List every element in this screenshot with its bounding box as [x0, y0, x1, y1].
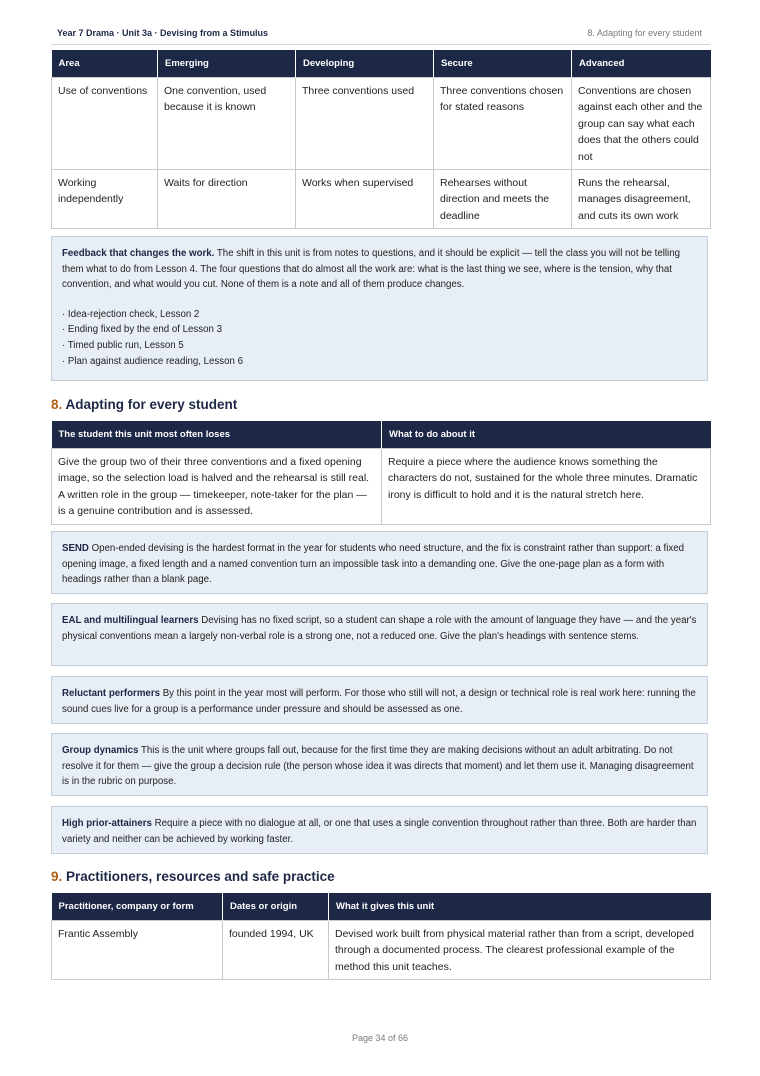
group-dynamics-note — [51, 733, 708, 796]
practitioners-table — [51, 893, 711, 980]
practitioners-header-dates: Dates or origin — [223, 893, 329, 921]
adaptation-header-action: What to do about it — [382, 421, 711, 449]
rubric-header-secure: Secure — [434, 50, 572, 78]
table-cell: Devised work built from physical material rather than from a script, developed through a documented process. The clearest professional example of the method this unit teaches. — [329, 921, 711, 980]
running-head-section: 8. Adapting for every student — [587, 28, 702, 38]
feedback-note — [51, 236, 708, 381]
table-cell: Frantic Assembly — [52, 921, 223, 980]
section-8-heading — [51, 397, 237, 412]
rubric-table — [51, 50, 711, 229]
table-cell: Three conventions used — [296, 78, 434, 170]
note-title: High prior-attainers — [62, 818, 152, 829]
note-body: Require a piece with no dialogue at all, or one that uses a single convention throughout rather than three. Both are harder than variety and neither can be achieved by working faster. — [62, 818, 697, 845]
table-row — [52, 170, 711, 229]
rubric-header-developing: Developing — [296, 50, 434, 78]
feedback-note-body: The shift in this unit is from notes to questions, and it should be explicit — tell the class you will not be telling them what to do from Lesson 4. The four questions that do almost all the work are: what is the last thing we see, where is the tension, why that convention, and what would you cut. None of them is a note and all of them produce changes. — [62, 248, 680, 291]
adaptation-header-student: The student this unit most often loses — [52, 421, 382, 449]
note-title: Group dynamics — [62, 745, 139, 756]
eal-note — [51, 603, 708, 666]
rubric-header-emerging: Emerging — [158, 50, 296, 78]
table-cell: Works when supervised — [296, 170, 434, 229]
table-row — [52, 921, 711, 980]
send-note — [51, 531, 708, 594]
practitioners-header-use: What it gives this unit — [329, 893, 711, 921]
adaptation-table — [51, 421, 711, 525]
table-cell: Three conventions chosen for stated reasons — [434, 78, 572, 170]
note-title: Reluctant performers — [62, 688, 160, 699]
table-cell: Runs the rehearsal, manages disagreement, and cuts its own work — [572, 170, 711, 229]
note-body: By this point in the year most will perform. For those who still will not, a design or technical role is real work here: running the sound cues live for a group is a performance under pressure and should be assessed as one. — [62, 688, 696, 715]
section-number: 9. — [51, 869, 63, 884]
table-cell: Give the group two of their three conventions and a fixed opening image, so the selection load is halved and the rehearsal is still real. A written role in the group — timekeeper, note-taker for the plan — is a genuine contribution and is assessed. — [52, 449, 382, 525]
feedback-checklist — [62, 307, 697, 369]
note-body: This is the unit where groups fall out, because for the first time they are making decisions without an adult arbitrating. Do not resolve it for them — give the group a decision rule (the person whose idea it was directs that moment) and let them use it. Managing disagreement is in the rubric on purpose. — [62, 745, 694, 788]
table-row — [52, 78, 711, 170]
table-cell: founded 1994, UK — [223, 921, 329, 980]
page-number: Page 34 of 66 — [351, 1033, 409, 1043]
list-item: · Timed public run, Lesson 5 — [62, 339, 184, 351]
note-body: Open-ended devising is the hardest format in the year for students who need structure, and the fix is constraint rather than support: a fixed opening image, a fixed length and a named convention turn an impossible task into a demanding one. Give the one-page plan as a form with headings rather than a blank page. — [62, 543, 684, 586]
list-item: · Ending fixed by the end of Lesson 3 — [62, 324, 222, 336]
note-title: EAL and multilingual learners — [62, 615, 199, 626]
running-head-unit: Year 7 Drama · Unit 3a · Devising from a Stimulus — [57, 28, 269, 38]
practitioners-header-name: Practitioner, company or form — [52, 893, 223, 921]
table-cell: Use of conventions — [52, 78, 158, 170]
table-row — [52, 449, 711, 525]
table-cell: Waits for direction — [158, 170, 296, 229]
rubric-header-area: Area — [52, 50, 158, 78]
reluctant-performers-note — [51, 676, 708, 724]
feedback-note-text — [62, 246, 697, 293]
high-prior-attainers-note — [51, 806, 708, 854]
rubric-header-advanced: Advanced — [572, 50, 711, 78]
note-body: Devising has no fixed script, so a student can shape a role with the amount of language they have — and the year's physical conventions mean a largely non-verbal role is a strong one, not a reduced one. Give the plan's headings with sentence stems. — [62, 615, 697, 642]
list-item: · Idea-rejection check, Lesson 2 — [62, 308, 200, 320]
list-item: · Plan against audience reading, Lesson 6 — [62, 355, 243, 367]
section-number: 8. — [51, 397, 63, 412]
section-title: Practitioners, resources and safe practice — [66, 869, 335, 884]
section-title: Adapting for every student — [65, 397, 238, 412]
adaptation-header-row — [52, 421, 711, 449]
running-head — [51, 28, 710, 45]
section-9-heading — [51, 869, 335, 884]
note-title: SEND — [62, 543, 89, 554]
table-cell: One convention, used because it is known — [158, 78, 296, 170]
feedback-note-title: Feedback that changes the work. — [62, 248, 215, 259]
practitioners-header-row — [52, 893, 711, 921]
rubric-header-row — [52, 50, 711, 78]
table-cell: Working independently — [52, 170, 158, 229]
table-cell: Rehearses without direction and meets the deadline — [434, 170, 572, 229]
table-cell: Require a piece where the audience knows something the characters do not, sustained for the whole three minutes. Dramatic irony is difficult to hold and it is the natural stretch here. — [382, 449, 711, 525]
table-cell: Conventions are chosen against each other and the group can say what each does that the others could not — [572, 78, 711, 170]
